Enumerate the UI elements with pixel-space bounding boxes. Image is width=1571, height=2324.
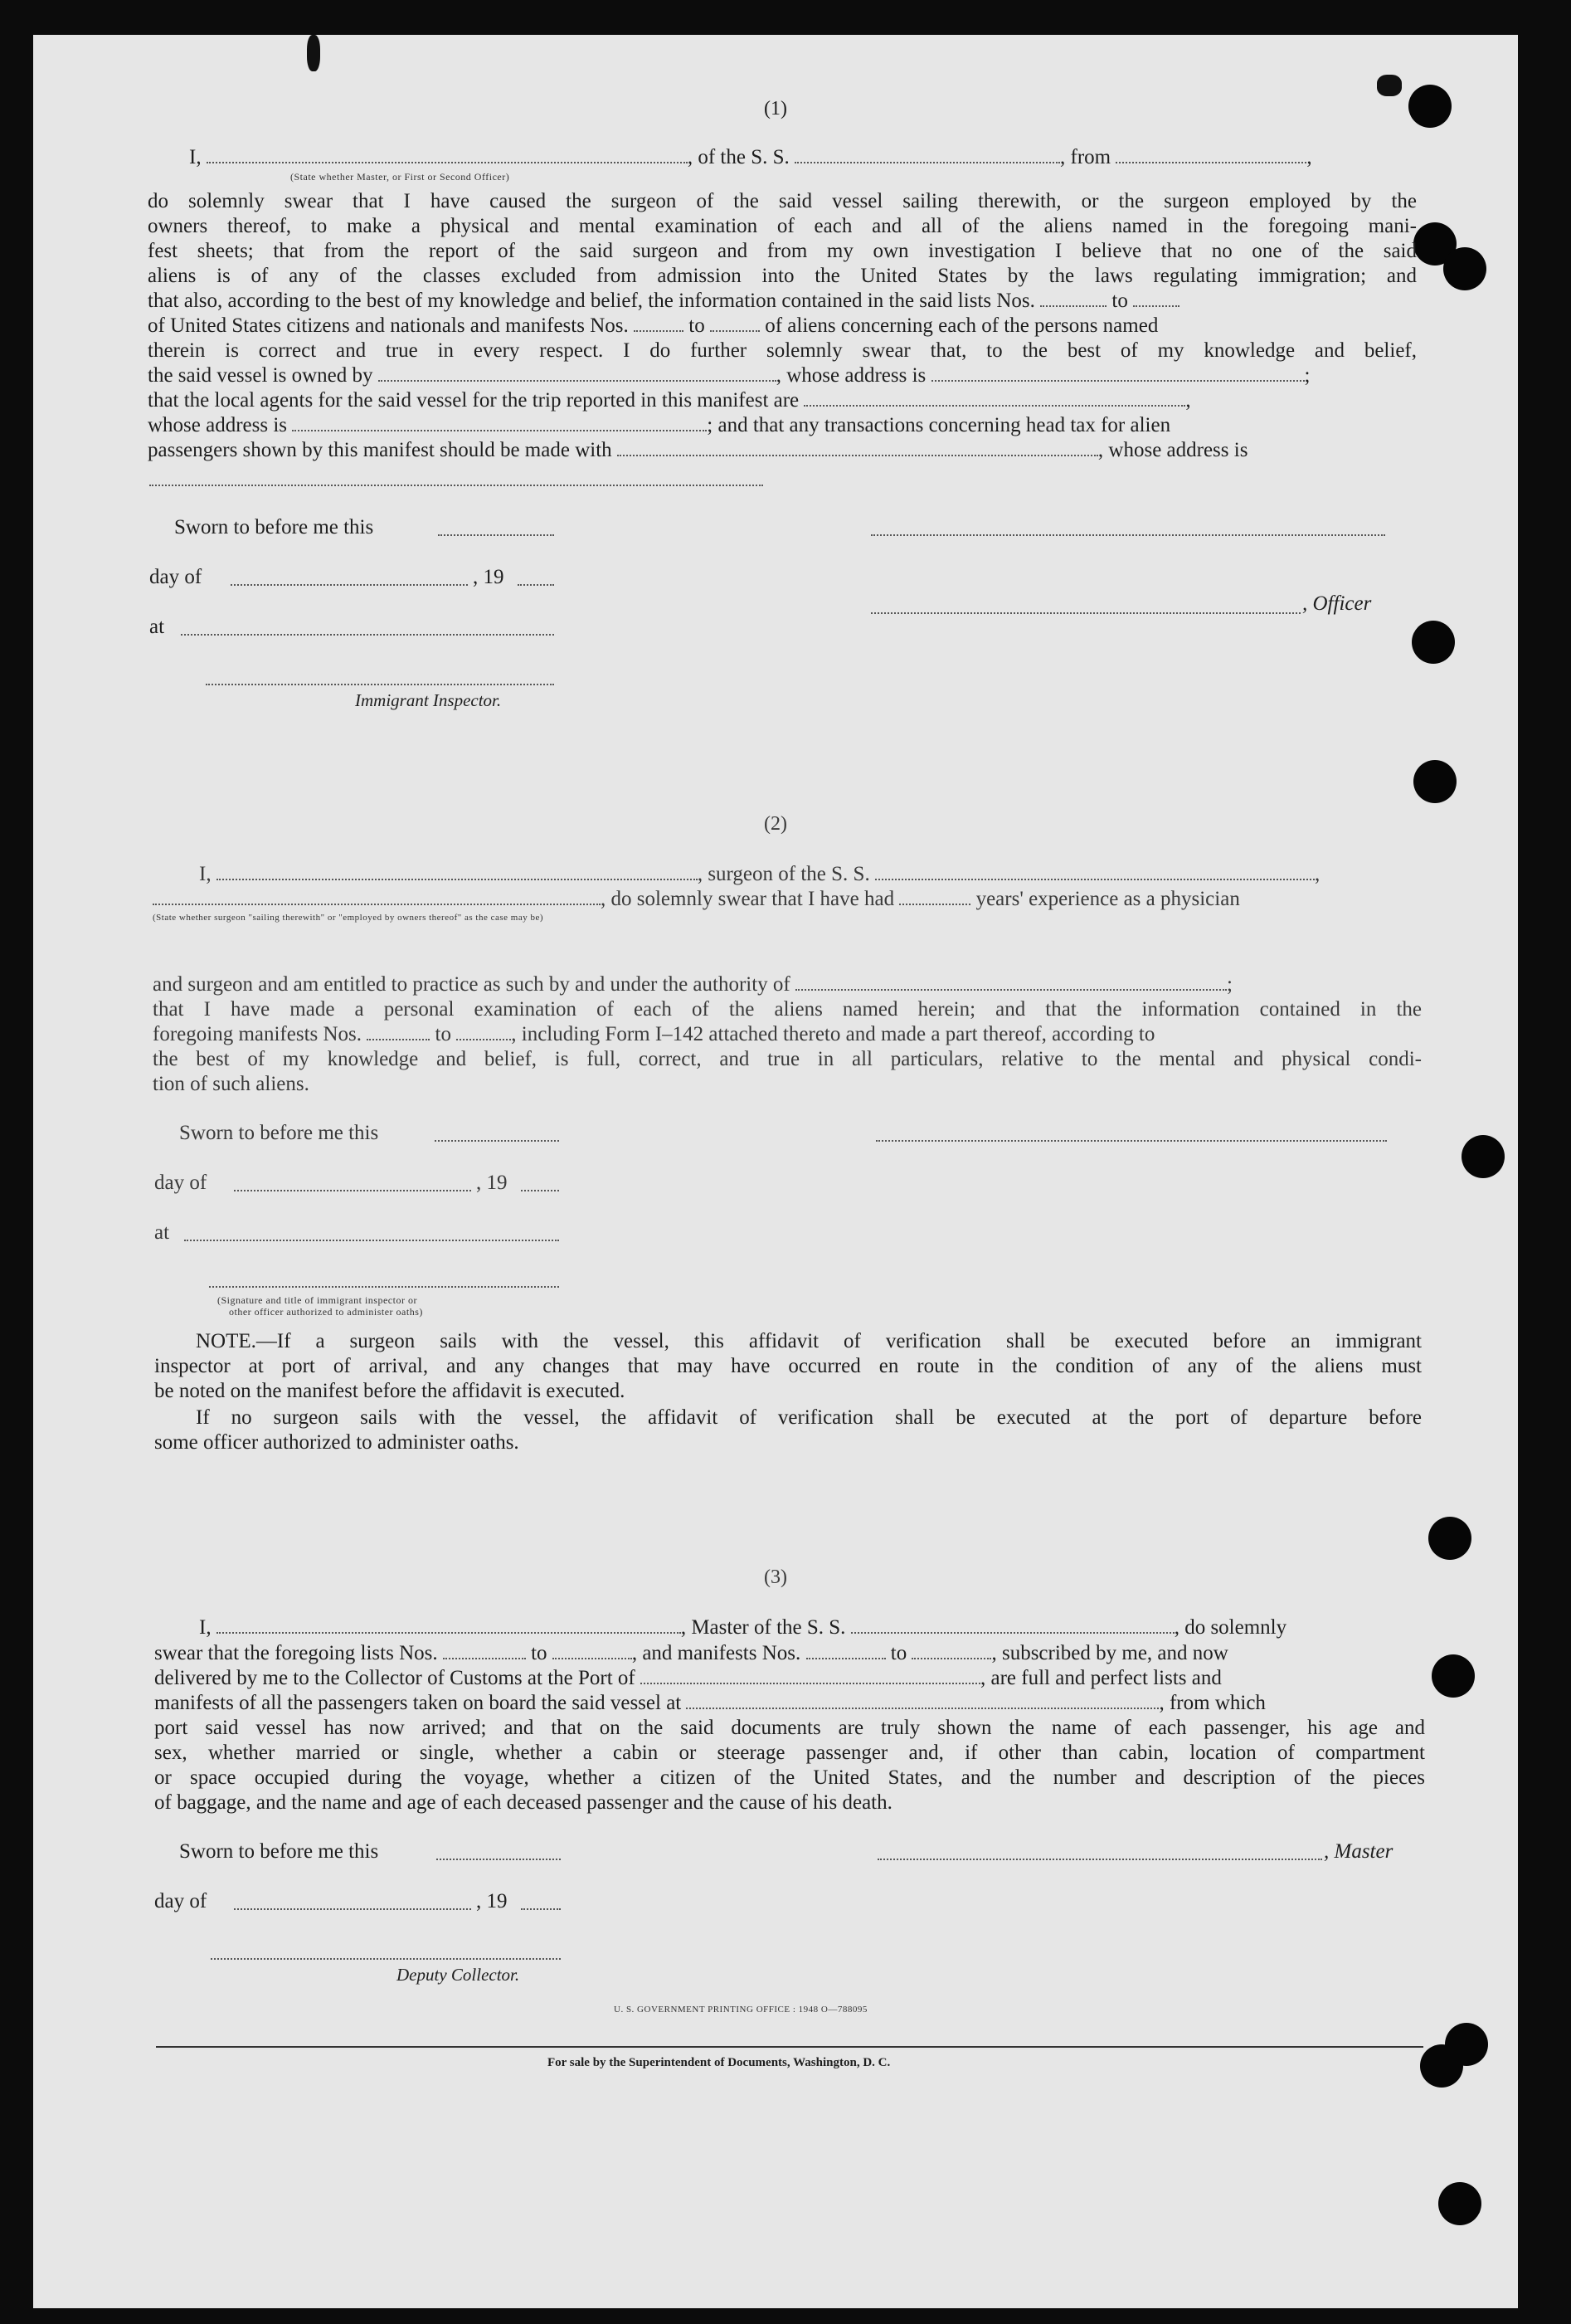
s1-line-2: owners thereof, to make a physical and mental examination of each and all of the aliens named in the foregoing mani- xyxy=(148,215,1417,237)
s2-line-3 xyxy=(153,1022,1422,1047)
s3-do-solemnly: , do solemnly xyxy=(1174,1616,1287,1639)
s1-officer-label: , Officer xyxy=(1302,592,1372,615)
s2-to: to xyxy=(435,1023,451,1045)
s1-lists-to-blank[interactable] xyxy=(1133,290,1179,307)
s1-line-1: do solemnly swear that I have caused the surgeon of the said vessel sailing therewith, or the surgeon employed by the xyxy=(148,190,1417,212)
s2-surgeon-signature-blank[interactable] xyxy=(876,1138,1387,1142)
s1-line-11 xyxy=(148,438,1417,463)
s2-at: at xyxy=(154,1221,170,1244)
s3-line-5: sex, whether married or single, whether a cabin or steerage passenger and, if other than cabin, location of compartment xyxy=(154,1742,1425,1764)
s1-inspector-signature-blank[interactable] xyxy=(206,682,554,685)
s1-line-3: fest sheets; that from the report of the said surgeon and from my own investigation I believe that no one of the said xyxy=(148,240,1417,262)
s2-day-of: day of xyxy=(154,1172,207,1194)
s1-line-8-text: the said vessel is owned by xyxy=(148,364,373,387)
s3-line-4: port said vessel has now arrived; and that on the said documents are truly shown the name of each passenger, his age and xyxy=(154,1717,1425,1739)
s1-comma-2: , xyxy=(1185,389,1191,412)
s1-owner-blank[interactable] xyxy=(378,365,776,382)
s1-line-10 xyxy=(148,413,1417,438)
s2-do-swear: , do solemnly swear that I have had xyxy=(601,888,895,910)
s1-line-11-text: passengers shown by this manifest should be made with xyxy=(148,439,612,461)
s3-from-which: , from which xyxy=(1159,1692,1266,1714)
s3-year-blank[interactable] xyxy=(521,1907,561,1910)
s1-agents-blank[interactable] xyxy=(804,390,1185,407)
s3-and-manifests: , and manifests Nos. xyxy=(631,1642,801,1664)
punch-hole xyxy=(1443,247,1486,290)
s1-line-5-text: that also, according to the best of my knowledge and belief, the information contained in the said lists Nos. xyxy=(148,290,1035,312)
s3-deputy-label: Deputy Collector. xyxy=(396,1965,520,1985)
s1-line-9-text: that the local agents for the said vessel for the trip reported in this manifest are xyxy=(148,389,800,412)
s2-year: , 19 xyxy=(476,1172,508,1194)
s1-year-blank[interactable] xyxy=(518,582,554,586)
s1-officer-note: (State whether Master, or First or Second Officer) xyxy=(290,171,510,183)
s1-line-6 xyxy=(148,314,1417,339)
s2-surgeon-note: (State whether surgeon "sailing therewith" or "employed by owners thereof" as the case may be) xyxy=(153,913,544,923)
s3-master-signature-blank[interactable] xyxy=(878,1857,1322,1860)
section-2-number: (2) xyxy=(764,813,787,835)
s3-line-6: or space occupied during the voyage, whether a citizen of the United States, and the number and description of the pieces xyxy=(154,1766,1425,1789)
s1-of-aliens: of aliens concerning each of the persons named xyxy=(765,314,1159,337)
s3-full-perfect: , are full and perfect lists and xyxy=(980,1667,1222,1689)
s1-line-4: aliens is of any of the classes excluded from admission into the United States by the laws regulating immigration; and xyxy=(148,265,1417,287)
s3-port-blank[interactable] xyxy=(640,1668,980,1684)
s3-opening-line xyxy=(199,1616,1286,1639)
section-1-number: (1) xyxy=(764,98,787,119)
s3-month-blank[interactable] xyxy=(234,1907,471,1910)
s3-line-1 xyxy=(154,1641,1425,1666)
s2-sig-note-2: other officer authorized to administer oaths) xyxy=(229,1306,423,1318)
s2-years: years' experience as a physician xyxy=(975,888,1240,910)
s3-line-1-text: swear that the foregoing lists Nos. xyxy=(154,1642,438,1664)
s2-sworn-day-blank[interactable] xyxy=(435,1138,559,1142)
s3-body xyxy=(154,1641,1425,1815)
s2-including: , including Form I–142 attached thereto and made a part thereof, according to xyxy=(511,1023,1155,1045)
s1-of-ss: , of the S. S. xyxy=(687,146,790,168)
s2-swear-line xyxy=(153,888,1240,911)
s3-manifests-from-blank[interactable] xyxy=(806,1643,886,1659)
s1-line-9 xyxy=(148,388,1417,413)
s2-line-4: the best of my knowledge and belief, is full, correct, and true in all particulars, relative to the mental and physical condi- xyxy=(153,1048,1422,1070)
s1-month-blank[interactable] xyxy=(231,582,468,586)
punch-hole xyxy=(1432,1654,1475,1698)
s3-manifests-to-blank[interactable] xyxy=(912,1643,991,1659)
s1-at: at xyxy=(149,616,165,638)
s2-line-2: that I have made a personal examination of each of the aliens named herein; and that the information contained in the xyxy=(153,998,1422,1021)
s2-manifests-from-blank[interactable] xyxy=(367,1024,430,1040)
s1-at-blank[interactable] xyxy=(181,632,554,636)
s1-manifests-to-blank[interactable] xyxy=(710,315,760,332)
s2-note-2 xyxy=(154,1406,1422,1455)
s2-line-1 xyxy=(153,972,1422,997)
s3-master-of: , Master of the S. S. xyxy=(680,1616,846,1639)
s1-i: I, xyxy=(189,146,202,168)
s3-to-2: to xyxy=(890,1642,907,1664)
s3-line-2-text: delivered by me to the Collector of Customs at the Port of xyxy=(154,1667,635,1689)
s3-line-2 xyxy=(154,1666,1425,1691)
s2-year-blank[interactable] xyxy=(521,1188,559,1191)
footer-rule xyxy=(156,2046,1423,2048)
s2-surgeon-of: , surgeon of the S. S. xyxy=(697,863,870,885)
punch-hole xyxy=(1412,621,1455,664)
s3-master-label: , Master xyxy=(1324,1840,1393,1863)
s2-sig-note-1: (Signature and title of immigrant inspector or xyxy=(217,1294,417,1306)
sale-notice: For sale by the Superintendent of Documents, Washington, D. C. xyxy=(547,2056,891,2069)
s1-headtax-blank[interactable] xyxy=(617,440,1098,456)
s3-day-of: day of xyxy=(154,1890,207,1912)
s2-opening-line xyxy=(199,863,1320,886)
s2-i: I, xyxy=(199,863,212,885)
s1-address-continuation-blank[interactable] xyxy=(149,483,763,486)
s1-lists-from-blank[interactable] xyxy=(1040,290,1107,307)
gpo-imprint: U. S. GOVERNMENT PRINTING OFFICE : 1948 O—788095 xyxy=(614,2005,868,2015)
s2-authority-blank[interactable] xyxy=(795,974,1227,991)
s3-lists-from-blank[interactable] xyxy=(443,1643,526,1659)
s1-line-7: therein is correct and true in every respect. I do further solemnly swear that, to the best of my knowledge and belief, xyxy=(148,339,1417,362)
s3-subscribed: , subscribed by me, and now xyxy=(991,1642,1228,1664)
s3-collector-signature-blank[interactable] xyxy=(211,1956,561,1960)
s3-vessel-blank[interactable] xyxy=(851,1617,1175,1634)
s1-owner-address-blank[interactable] xyxy=(931,365,1305,382)
s1-body xyxy=(148,189,1417,463)
s1-comma: , xyxy=(1306,146,1312,168)
s2-line-3-text: foregoing manifests Nos. xyxy=(153,1023,362,1045)
s1-from: , from xyxy=(1060,146,1111,168)
s3-lists-to-blank[interactable] xyxy=(552,1643,632,1659)
section-3-number: (3) xyxy=(764,1566,787,1588)
s2-note-line-3: be noted on the manifest before the affidavit is executed. xyxy=(154,1380,625,1402)
s3-sworn-day-blank[interactable] xyxy=(436,1857,561,1860)
s2-semicolon: ; xyxy=(1227,973,1233,996)
s2-sworn: Sworn to before me this xyxy=(179,1122,379,1144)
punch-hole xyxy=(1420,2044,1463,2088)
s1-vessel-blank[interactable] xyxy=(795,147,1060,163)
s1-inspector-label: Immigrant Inspector. xyxy=(355,690,502,710)
s1-sworn-day-blank[interactable] xyxy=(438,533,554,536)
s3-year: , 19 xyxy=(476,1890,508,1912)
s1-from-blank[interactable] xyxy=(1116,147,1306,163)
s2-note2-line-1: If no surgeon sails with the vessel, the affidavit of verification shall be executed at the port of departure before xyxy=(196,1406,1422,1429)
s2-note-line-2: inspector at port of arrival, and any changes that may have occurred en route in the condition of any of the aliens must xyxy=(154,1355,1422,1377)
s1-opening-line xyxy=(189,146,1312,169)
s3-sworn: Sworn to before me this xyxy=(179,1840,379,1863)
s3-origin-port-blank[interactable] xyxy=(686,1693,1159,1709)
s1-to: to xyxy=(1111,290,1128,312)
s1-whose-address-end: , whose address is xyxy=(1097,439,1248,461)
s3-to: to xyxy=(531,1642,547,1664)
s2-surgeon-type-blank[interactable] xyxy=(153,889,601,905)
s2-years-blank[interactable] xyxy=(899,889,970,905)
s2-inspector-signature-blank[interactable] xyxy=(209,1284,559,1288)
s2-body xyxy=(153,972,1422,1097)
punch-hole xyxy=(1413,760,1457,803)
s1-line-10-text: whose address is xyxy=(148,414,288,436)
s2-manifests-to-blank[interactable] xyxy=(456,1024,511,1040)
ink-blot xyxy=(1377,75,1402,96)
s1-head-tax: ; and that any transactions concerning head tax for alien xyxy=(707,414,1171,436)
s1-day-of: day of xyxy=(149,566,202,588)
s1-to-2: to xyxy=(688,314,705,337)
s1-line-6-text: of United States citizens and nationals and manifests Nos. xyxy=(148,314,629,337)
s3-line-3-text: manifests of all the passengers taken on board the said vessel at xyxy=(154,1692,682,1714)
punch-hole xyxy=(1462,1135,1505,1178)
s2-line-1-text: and surgeon and am entitled to practice as such by and under the authority of xyxy=(153,973,790,996)
s2-month-blank[interactable] xyxy=(234,1188,471,1191)
s1-manifests-from-blank[interactable] xyxy=(634,315,683,332)
s1-line-8 xyxy=(148,363,1417,388)
s2-note-line-1: NOTE.—If a surgeon sails with the vessel, this affidavit of verification shall be executed before an immigrant xyxy=(196,1330,1422,1352)
s2-surgeon-name-blank[interactable] xyxy=(216,864,698,880)
s2-at-blank[interactable] xyxy=(184,1238,559,1241)
s1-officer-signature-blank[interactable] xyxy=(871,533,1385,536)
s1-officer-blank[interactable] xyxy=(207,147,688,163)
punch-hole xyxy=(1438,2182,1481,2225)
s2-line-5: tion of such aliens. xyxy=(153,1073,309,1095)
s2-note2-line-2: some officer authorized to administer oaths. xyxy=(154,1431,519,1454)
s2-note-1 xyxy=(154,1329,1422,1404)
s3-line-7: of baggage, and the name and age of each deceased passenger and the cause of his death. xyxy=(154,1791,893,1814)
s2-vessel-blank[interactable] xyxy=(875,864,1315,880)
s3-line-3 xyxy=(154,1691,1425,1716)
s1-line-5 xyxy=(148,289,1417,314)
s1-whose-address: , whose address is xyxy=(776,364,927,387)
ink-blot xyxy=(307,35,320,71)
s1-officer-title-blank[interactable] xyxy=(871,611,1301,614)
s1-semicolon: ; xyxy=(1304,364,1311,387)
form-page xyxy=(33,35,1518,2308)
s1-agents-address-blank[interactable] xyxy=(292,415,707,431)
s1-year: , 19 xyxy=(473,566,504,588)
s3-master-name-blank[interactable] xyxy=(216,1617,681,1634)
s2-comma: , xyxy=(1314,863,1321,885)
punch-hole xyxy=(1428,1517,1471,1560)
s3-i: I, xyxy=(199,1616,212,1639)
s1-sworn: Sworn to before me this xyxy=(174,516,374,538)
